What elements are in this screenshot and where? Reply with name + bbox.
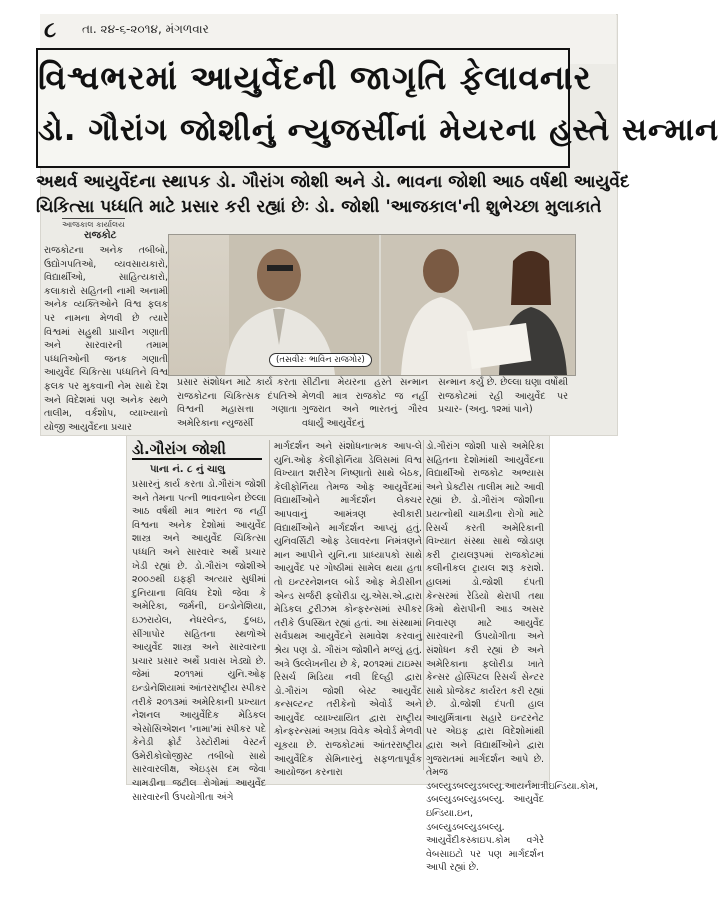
- article2-column-1: પ્રસારનું કાર્ય કરતા ડો.ગૌરાંગ જોશી અને તેમના પત્ની ભાવનાબેન છેલ્લા આઠ વર્ષથી માત્ર ભારત જ નહીં વિશ્વના અનેક દેશોમાં આયુર્વેદ શાસ્ત્ર અને આયુર્વેદ ચિકિત્સા પધ્ધતિ અને સારવાર અર્થે પ્રચાર ખેડી રહ્યાં છે. ડો.ગૌરાંગ જોશીએ ૨૦૦૭થી ઇફ્ફી અત્યાર સુધીમાં દુનિયાના વિવિધ દેશો જેવા કે અમેરિકા, જર્મની, ઇન્ડોનેશિયા, ઇઝરાયેલ, નેધરલેન્ડ, દુબઇ, સીંગાપોર સહિતના સ્થળોએ આયુર્વેદ શાસ્ત્ર અને સારવારના પ્રચાર પ્રસાર અર્થે પ્રવાસ ખેડ્યો છે. જેમાં ૨૦૧૧માં યુનિ.ઓફ ઇન્ડોનેશિયામાં આંતરરાષ્ટ્રીય સ્પીકર તરીકે ૨૦૧૩માં અમેરિકાની પ્રખ્યાત નેશનલ આયુર્વેદિક મેડિકલ એસોસિએશન 'નામા'માં સ્પીકર પદે કેનેડી ફ્રોર્ટ ડેસ્ટોરીમાં વેસ્ટર્ન ઉમેરીકોલોજીસ્ટ તબીબો સાથે સારવારલીક્ષ, એઇડ્સ દમ જેવા ચામડીના જટીલ રોગોમાં આયુર્વેદ સારવારની ઉપયોગીતા અંગે: [132, 479, 266, 803]
- subheadline-line-2: ચિકિત્સા પધ્ધતિ માટે પ્રસાર કરી રહ્યાં છેઃ ડો. જોશી 'આજકાલ'ની શુભેચ્છા મુલાકાતે: [36, 197, 602, 217]
- article1-column-1: રાજકોટના અનેક તબીબો, ઉદ્યોગપતિઓ, વ્યવસાયકારો, વિદ્યાર્થીઓ, સાહિત્યકારો, કલાકારો સહિતની નામી અનામી અનેક વ્યક્તિઓને વિશ્વ ફલક પર નામના મેળવી છે ત્યારે વિશ્વમાં સહુથી પ્રાચીન ગણાતી અને સારવારની તમામ પધ્ધતિઓની જનક ગણાતી આયુર્વેદ ચિકિત્સા પધ્ધતિને વિશ્વ ફલક પર મુકવાની નેમ સાથે દેશ અને વિદેશમાં પણ અનેક સ્થળે તાલીમ, વર્કશોપ, વ્યાખ્યાનો યોજી આયુર્વેદના પ્રચાર: [44, 245, 168, 433]
- headline-box: [36, 48, 719, 168]
- article1-column-2: પ્રસાર સંશોધન માટે કાર્ય કરતા રાજકોટના ચિકિત્સક દંપતિએ વિશ્વની મહાસત્તા ગણાતા અમેરિકાના ન્યુજર્સી: [177, 377, 297, 429]
- dateline-city: રાજકોટ: [84, 230, 117, 241]
- photo-portrait: [169, 235, 379, 375]
- headline-line-1: વિશ્વભરમાં આયુર્વેદની જાગૃતિ ફેલાવનાર: [38, 58, 592, 97]
- subheadline-line-1: અથર્વ આયુર્વેદના સ્થાપક ડો. ગૌરાંગ જોશી અને ડો. ભાવના જોશી આઠ વર્ષથી આયુર્વેદ: [36, 172, 630, 192]
- article2-column-3: ડો.ગૌરાંગ જોશી પાસે અમેરિકા સહિતના દેશોમાંથી આયુર્વેદના વિદ્યાર્થીઓ રાજકોટ અભ્યાસ અને પ્રેક્ટીસ તાલીમ માટે આવી રહ્યાં છે. ડો.ગૌરાંગ જોશીના પ્રયત્નોથી ચામડીના રોગો માટે રિસર્ચ કરતી અમેરિકાની વિખ્યાત સંસ્થા સાથે જોડાણ કરી ટ્રાયલરૂપમાં રાજકોટમાં કલીનીકલ ટ્રાયલ શરૂ કરાશે. હાલમાં ડો.જોશી દંપતી કેન્સરમાં રેડિયો થેરાપી તથા કિમો થેરાપીની આડ અસર નિવારણ માટે આયુર્વેદ સારવારની ઉપયોગીતા અને સંશોધન કરી રહ્યાં છે અને અમેરિકાના ફલોરીડા ખાતે કેન્સર હોસ્પિટલ રિસર્ચ સેન્ટર સાથે પ્રોજેકટ કાર્યરત કરી રહ્યાં છે. ડો.જોશી દંપતી હાલ આયુર્મિત્રાના સહારે ઇન્ટરનેટ પર એઇફ દ્વારા વિદેશોમાંથી દ્વારા અને વિદ્યાર્થીઓને દ્વારા ગુજરાતમાં માર્ગદર્શન આપે છે. તેમજ ડબલ્યુડબલ્યુડબલ્યુ.આયર્નમાત્રીઇન્ડિયા.કોમ, ડબલ્યુડબલ્યુડબલ્યુ. આયુર્વેદ ઇન્ડિયા.ઇન, ડબલ્યુડબલ્યુડબલ્યુ. આયુર્વેદીકસ્કાઇપ.કોમ વગેરે વેબસાઇટો પર પણ માર્ગદર્શન આપી રહ્યાં છે.: [426, 441, 599, 874]
- dateline: તા. ૨૪-૬-૨૦૧૪, મંગળવાર: [82, 22, 209, 36]
- ceremony-figures-icon: [381, 235, 575, 375]
- column-divider: [423, 440, 424, 770]
- headline-line-2: ડો. ગૌરાંગ જોશીનું ન્યુજર્સીનાં મેયરના હસ્તે સન્માન: [38, 112, 719, 148]
- column-divider: [269, 440, 270, 770]
- article1-column-4: સન્માન કર્યું છે. છેલ્લા ઘણા વર્ષોથી રાજકોટમાં રહી આયુર્વેદ પર પ્રચાર- (અનુ. ૧૨માં પાને): [438, 377, 568, 416]
- article2-column-2: માર્ગદર્શન અને સંશોધનાત્મક આપ-લે યુનિ.ઓફ કેલીફોર્નિયા ડેલિસમાં વિશ્વ વિખ્યાત શરીરેગ નિષ્ણાતો સાથે બેઠક, કેલીફોર્નિયા તેમજ ઓફ આયુર્વેદમાં વિદ્યાર્થીઓને માર્ગદર્શન લેક્ચર આપવાનું આમંત્રણ સ્વીકારી વિદ્યાર્થીઓને માર્ગદર્શન આપ્યું હતું. યુનિવર્સિટી ઓફ ડેલાવરના નિમંત્રણને માન આપીને યુનિ.ના પ્રાધ્યાપકો સાથે આયુર્વેદ પર ગોષ્ઠીમાં સામેલ થયા હતા તો ઇન્ટરનેશનલ બોર્ડ ઓફ મેડીસીન એન્ડ સર્જરી ફલોરીડા યુ.એસ.એ.દ્વારા મેડિકલ ટુરીઝમ કોન્ફરન્સમાં સ્પીકર તરીકે ઉપસ્થિત રહ્યાં હતાં. આ સંસ્થામાં સર્વપ્રથમ આયુર્વેદને સમાવેશ કરવાનું શ્રેય પણ ડો. ગૌરાંગ જોશીને મળ્યું હતું. અત્રે ઉલ્લેખનીય છે કે, ૨૦૧૨માં ટાઇમ્સ રિસર્ચ મિડિયા નવી દિલ્હી દ્વારા ડો.ગૌરાંગ જોશી બેસ્ટ આયુર્વેદ કન્સલ્ટન્ટ તરીકેનો એવોર્ડ અને આયુર્વેદ વ્યાખ્યાયિત દ્વારા રાષ્ટ્રીય કોન્ફરન્સમાં અગ્રપ્ર વિવેક એવોર્ડ મેળવી ચૂકયા છે. રાજકોટમાં આંતરરાષ્ટ્રીય આયુર્વેદિક સેમિનારનું સફળતાપૂર્વક આયોજન કરનારા: [274, 441, 422, 779]
- photo-caption: (તસવીરઃ ભાવિન રાજગોર): [269, 353, 372, 367]
- news-photo: [168, 234, 576, 376]
- continuation-byline: ડો.ગૌરાંગ જોશી: [132, 440, 262, 460]
- continued-from-label: પાના નં. ૮ નું ચાલુ: [150, 464, 225, 475]
- bureau-credit: આજકાલ કાર્યાલય: [62, 220, 125, 229]
- page-number: ૮: [44, 18, 57, 43]
- article1-column-3: સીટીના મેયરના હસ્તે સન્માન મેળવી માત્ર રાજકોટ જ નહીં ગુજરાત અને ભારતનું ગૌરવ વધાર્યું આયુર્વેદનું: [302, 377, 428, 429]
- photo-award-ceremony: [381, 235, 575, 375]
